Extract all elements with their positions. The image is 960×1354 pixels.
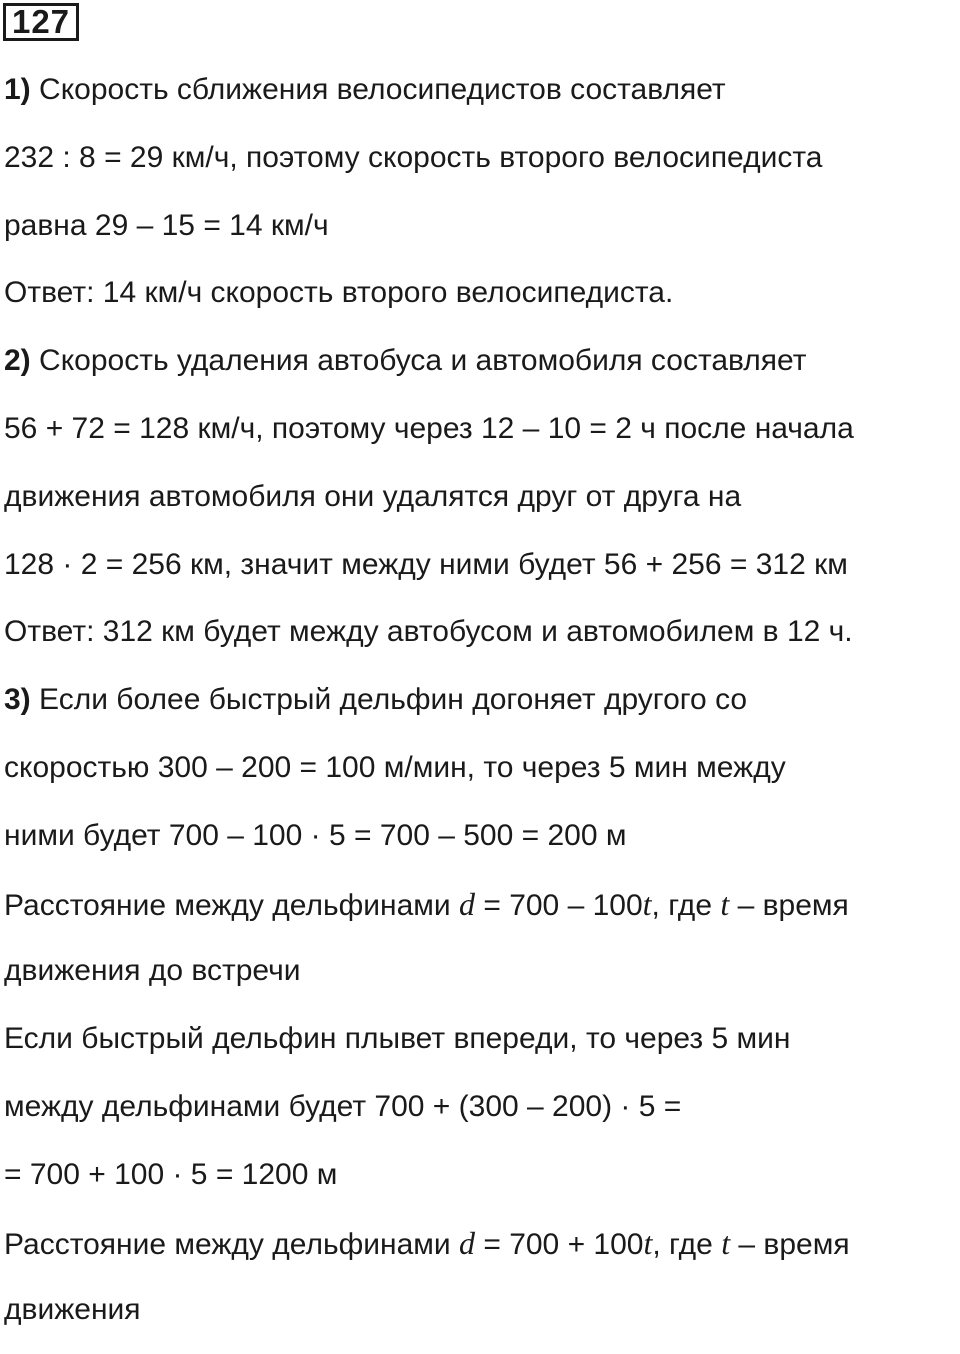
part1-label: 1) — [4, 73, 31, 106]
part1-line-2: 232 : 8 = 29 км/ч, поэтому скорость второго велосипедиста — [4, 140, 823, 174]
formula1-mid: = 700 – 100 — [475, 888, 643, 922]
part2-line-3: движения автомобиля они удалятся друг от друга на — [4, 479, 742, 513]
part1-line-3: равна 29 – 15 = 14 км/ч — [4, 208, 329, 242]
part3-line-5: между дельфинами будет 700 + (300 – 200) · 5 = — [4, 1089, 682, 1123]
formula2-var-t2: t — [721, 1224, 731, 1261]
formula2-mid2: , где — [652, 1227, 722, 1261]
part3-text-1: Если более быстрый дельфин догоняет другого со — [30, 683, 748, 717]
formula2-mid: = 700 + 100 — [475, 1227, 644, 1261]
part3-line-3: ними будет 700 – 100 · 5 = 700 – 500 = 200 м — [4, 818, 627, 852]
formula2-prefix: Расстояние между дельфинами — [4, 1227, 459, 1261]
formula1-mid2: , где — [651, 888, 721, 922]
part2-line-2: 56 + 72 = 128 км/ч, поэтому через 12 – 10 = 2 ч после начала — [4, 411, 854, 445]
part3-label: 3) — [4, 683, 31, 717]
part3-line-6: = 700 + 100 · 5 = 1200 м — [4, 1157, 338, 1191]
part3-formula-2-cont: движения — [4, 1293, 141, 1327]
formula2-var-t: t — [643, 1224, 653, 1261]
solution-text — [4, 66, 956, 1354]
problem-number: 127 — [3, 3, 79, 41]
part2-answer: Ответ: 312 км будет между автобусом и автомобилем в 12 ч. — [4, 615, 853, 649]
part2-line-4: 128 · 2 = 256 км, значит между ними будет 56 + 256 = 312 км — [4, 547, 848, 581]
part3-line-4: Если быстрый дельфин плывет впереди, то через 5 мин — [4, 1022, 791, 1056]
part1-line-1 — [4, 66, 956, 134]
part2-text-1: Скорость удаления автобуса и автомобиля составляет — [30, 344, 807, 378]
formula1-var-t: t — [642, 885, 652, 922]
formula1-suffix: – время — [729, 888, 849, 922]
part3-formula-1-cont: движения до встречи — [4, 954, 301, 988]
formula1-prefix: Расстояние между дельфинами — [4, 888, 459, 922]
part3-formula-1 — [4, 880, 956, 948]
formula1-var-t2: t — [720, 885, 730, 922]
part2-line-1 — [4, 337, 956, 405]
part2-label: 2) — [4, 344, 31, 378]
part3-line-2: скоростью 300 – 200 = 100 м/мин, то через 5 мин между — [4, 750, 786, 784]
part3-line-1 — [4, 676, 956, 744]
formula1-var-d: d — [459, 885, 475, 922]
formula2-suffix: – время — [730, 1227, 850, 1261]
part1-text-1: Скорость сближения велосипедистов составляет — [30, 73, 726, 106]
part3-formula-2 — [4, 1219, 956, 1287]
formula2-var-d: d — [459, 1224, 475, 1261]
part1-answer: Ответ: 14 км/ч скорость второго велосипедиста. — [4, 276, 674, 310]
